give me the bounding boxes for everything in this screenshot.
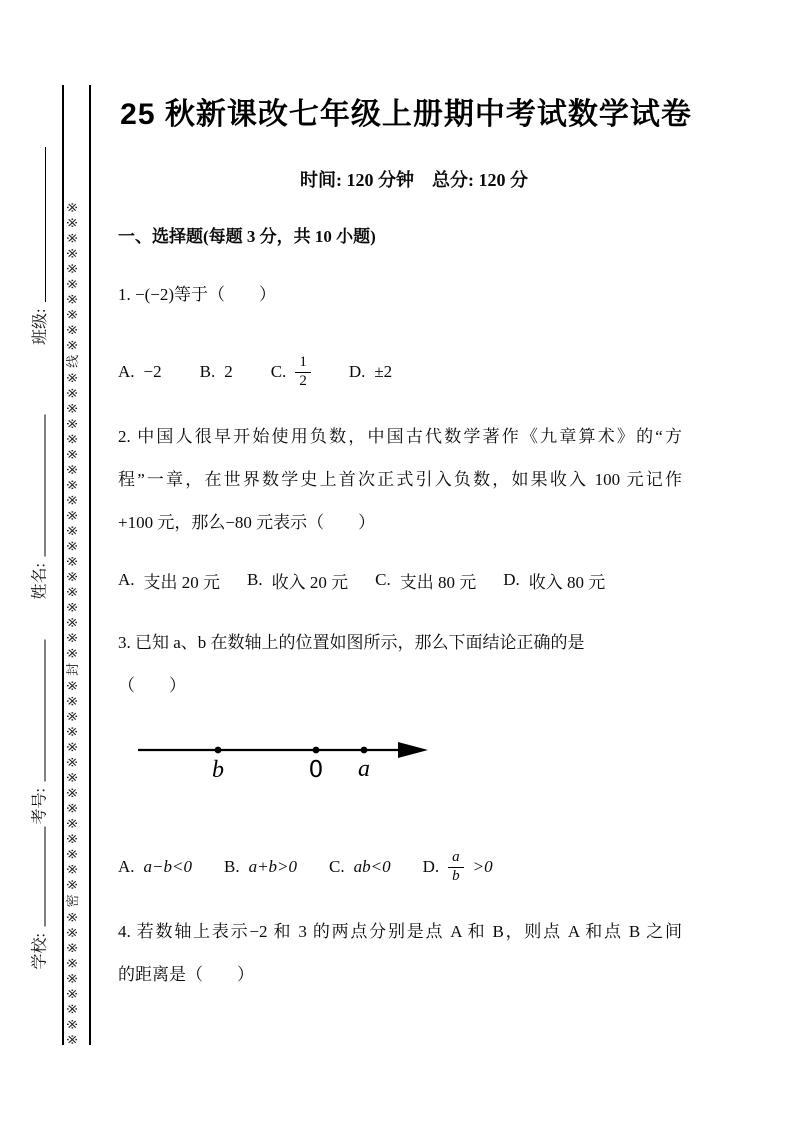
name-field-label: 姓名: (31, 563, 48, 600)
q1-option-c-label: C. (270, 362, 287, 381)
question-2-line-3: +100 元，那么−80 元表示（ ） (118, 513, 376, 532)
question-3-line-1: 3. 已知 a、b 在数轴上的位置如图所示，那么下面结论正确的是 (118, 633, 585, 652)
seal-border-right (89, 85, 91, 1045)
q1-option-c (271, 354, 311, 390)
q3-option-a (118, 857, 192, 877)
question-2-text (118, 415, 682, 544)
point-dot-b (215, 747, 222, 754)
exam-number-field-label: 考号: (31, 788, 48, 825)
fraction-one-half (295, 354, 311, 390)
q2-option-a-label: A. (118, 570, 135, 589)
question-3-line-2: （ ） (118, 676, 186, 695)
seal-line-text: ※※※※※※※※※密※※※※※※※※※※※※※※封※※※※※※※※※※※※※※※※※※※线※※※※※※※※※※ (66, 197, 81, 1045)
q3-option-c-label: C. (329, 857, 345, 876)
exam-number-field (26, 640, 50, 825)
q2-option-c (375, 568, 476, 593)
question-4-text (118, 910, 682, 996)
school-field (26, 827, 50, 970)
q1-option-b-value: 2 (224, 362, 233, 381)
q2-option-c-value: 支出 80 元 (399, 572, 477, 592)
q1-option-d-label: D. (348, 362, 366, 381)
q2-option-a (118, 568, 220, 593)
fraction-denominator: 2 (299, 372, 307, 389)
fraction-numerator: 1 (295, 354, 311, 372)
q1-option-a-value: −2 (143, 362, 162, 381)
question-2-options (118, 562, 605, 598)
question-4-line-2: 的距离是（ ） (118, 965, 254, 984)
question-3-options (118, 838, 493, 896)
q3-option-b-value: a+b>0 (248, 857, 298, 876)
exam-meta: 时间: 120 分钟 总分: 120 分 (300, 170, 528, 190)
class-field (26, 147, 50, 345)
axis-arrow-head-icon (398, 742, 428, 758)
point-label-origin: 0 (308, 757, 324, 783)
question-3-text (118, 621, 682, 707)
question-4-line-1: 4. 若数轴上表示−2 和 3 的两点分别是点 A 和 B，则点 A 和点 B 之间 (118, 922, 682, 941)
q2-option-c-label: C. (375, 570, 391, 589)
question-1-options (118, 344, 392, 400)
q1-option-a-label: A. (118, 362, 135, 381)
question-2-line-2: 程”一章，在世界数学史上首次正式引入负数，如果收入 100 元记作 (118, 470, 682, 489)
q3-option-d-suffix: >0 (472, 857, 493, 876)
name-field (26, 415, 50, 600)
q3-option-b-label: B. (223, 857, 240, 876)
q2-option-b (247, 568, 348, 593)
class-field-label: 班级: (31, 308, 49, 345)
q3-option-c (329, 857, 391, 877)
q2-option-d-label: D. (503, 570, 520, 589)
q2-option-b-value: 收入 20 元 (271, 572, 349, 592)
fraction-numerator: a (448, 849, 464, 867)
q1-option-d-value: ±2 (374, 362, 393, 381)
exam-title: 25 秋新课改七年级上册期中考试数学试卷 (120, 98, 692, 131)
class-field-blank (30, 147, 46, 302)
q3-option-a-label: A. (118, 857, 135, 876)
q2-option-a-value: 支出 20 元 (143, 572, 221, 592)
q1-option-a (118, 362, 162, 382)
q1-option-b (200, 362, 233, 382)
exam-number-field-blank (30, 640, 46, 782)
point-dot-a (361, 747, 368, 754)
q3-option-a-value: a−b<0 (143, 857, 192, 876)
point-label-a: a (358, 756, 370, 782)
school-field-label: 学校: (31, 933, 48, 970)
q2-option-b-label: B. (247, 570, 263, 589)
question-2-line-1: 2. 中国人很早开始使用负数，中国古代数学著作《九章算术》的“方 (118, 427, 682, 446)
point-dot-origin (313, 747, 320, 754)
fraction-a-over-b (448, 849, 464, 885)
q2-option-d-value: 收入 80 元 (528, 572, 606, 592)
section-1-heading: 一、选择题(每题 3 分，共 10 小题) (118, 227, 376, 246)
fraction-denominator: b (452, 867, 460, 884)
q3-option-d-label: D. (422, 857, 440, 876)
name-field-blank (30, 415, 46, 557)
question-1-text: 1. −(−2)等于（ ） (118, 285, 276, 304)
school-field-blank (30, 827, 46, 927)
point-label-b: b (212, 757, 224, 783)
q3-option-d (423, 849, 493, 885)
q1-option-b-label: B. (199, 362, 216, 381)
q3-option-b (224, 857, 297, 877)
number-line-figure (130, 720, 440, 784)
q2-option-d (503, 568, 605, 593)
q1-option-d (349, 362, 392, 382)
q3-option-c-value: ab<0 (353, 857, 391, 876)
